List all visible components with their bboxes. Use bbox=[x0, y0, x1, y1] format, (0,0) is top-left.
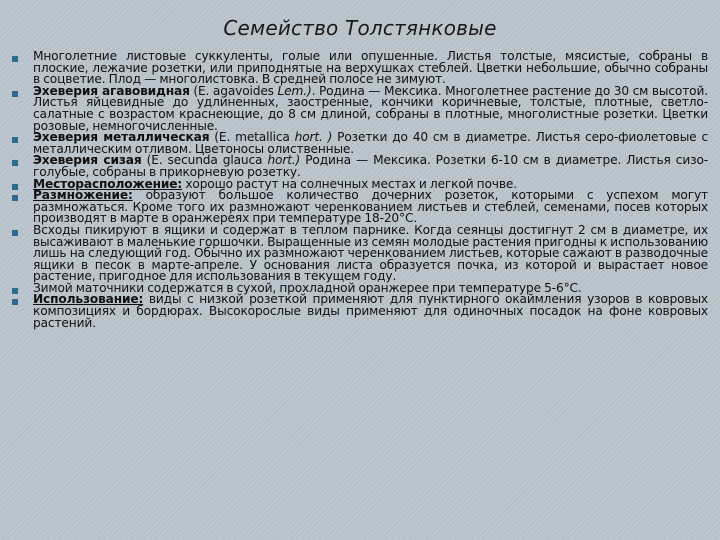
square-bullet-icon bbox=[12, 184, 18, 190]
bullet-echeveria-agavoides bbox=[12, 83, 708, 133]
bullet-text: Всходы пикируют в ящики и содержат в теплом парнике. Когда сеянцы достигнут 2 см в диаметре, их высаживают в маленькие горшочки. Выращенные из семян молодые растения пригодны к использованию лишь на следующий год. Обычно их размножают черенкованием листьев, которые сажают в разводочные ящики в песок в марте-апреле. У основания листа образуется почка, из которой и вырастает новое растение, пригодное для использования в текущем году. bbox=[33, 222, 708, 284]
bullet-text: Многолетние листовые суккуленты, голые или опушенные. Листья толстые, мясистые, собраны в плоские, лежачие розетки, или приподнятые на верхушках стеблей. Цветки небольшие, обычно собраны в соцветие. Плод — многолистовка. В средней полосе не зимуют. bbox=[33, 49, 708, 87]
bullet-author: Lem.) bbox=[277, 83, 312, 98]
square-bullet-icon bbox=[12, 288, 18, 294]
square-bullet-icon bbox=[12, 195, 18, 201]
bullet-author: hort. ) bbox=[294, 130, 333, 145]
bullet-list bbox=[12, 51, 708, 329]
square-bullet-icon bbox=[12, 230, 18, 236]
square-bullet-icon bbox=[12, 299, 18, 305]
bullet-text: образуют большое количество дочерних розеток, которыми с успехом могут размножаться. Кроме того их размножают черенкованием листьев и стеблей, семенами, посев которых производят в марте в оранжереях при температуре 18-20°С. bbox=[33, 188, 708, 226]
bullet-term: Эхеверия металлическая bbox=[33, 130, 210, 145]
bullet-text: Родина — Мексика. Розетки 6-10 см в диаметре. Листья сизо-голубые, собраны в прикорневую розетку. bbox=[33, 153, 708, 179]
square-bullet-icon bbox=[12, 137, 18, 143]
bullet-latin: (E. metallica bbox=[209, 130, 295, 145]
bullet-latin: (E. secunda glauca bbox=[141, 153, 268, 168]
bullet-echeveria-metallica bbox=[12, 132, 708, 155]
bullet-seedlings bbox=[12, 222, 708, 284]
bullet-text: Зимой маточники содержатся в сухой, прохладной оранжерее при температуре 5-6°С. bbox=[33, 280, 582, 295]
bullet-author: hort.) bbox=[267, 153, 301, 168]
bullet-text: хорошо растут на солнечных местах и легкой почве. bbox=[182, 176, 517, 191]
bullet-echeveria-glauca bbox=[12, 155, 708, 178]
bullet-text: . Родина — Мексика. Многолетнее растение до 30 см высотой. Листья яйцевидные до удлиненных, заостренные, кончики коричневые, толстые, плотные, светло-салатные с возрастом краснеющие, до 8 см длиной, собраны в плотные, многолистные розетки. Цветки розовые, немногочисленные. bbox=[33, 83, 708, 133]
bullet-propagation bbox=[12, 190, 708, 225]
square-bullet-icon bbox=[12, 56, 18, 62]
bullet-text: виды с низкой розеткой применяют для пунктирного окаймления узоров в ковровых композициях и бордюрах. Высокорослые виды применяют для одиночных посадок на фоне ковровых растений. bbox=[33, 292, 708, 330]
bullet-term: Использование: bbox=[33, 292, 144, 307]
bullet-family-description bbox=[12, 51, 708, 86]
bullet-latin: (E. agavoides bbox=[189, 83, 278, 98]
square-bullet-icon bbox=[12, 91, 18, 97]
bullet-text: Розетки до 40 см в диаметре. Листья серо-фиолетовые с металлическим отливом. Цветоносы олиственные. bbox=[33, 130, 708, 156]
bullet-usage bbox=[12, 294, 708, 329]
bullet-term: Эхеверия сизая bbox=[33, 153, 142, 168]
bullet-term: Размножение: bbox=[33, 188, 133, 203]
slide-title: Семейство Толстянковые bbox=[223, 16, 497, 40]
bullet-term: Месторасположение: bbox=[33, 176, 183, 191]
square-bullet-icon bbox=[12, 160, 18, 166]
bullet-term: Эхеверия агавовидная bbox=[33, 83, 190, 98]
